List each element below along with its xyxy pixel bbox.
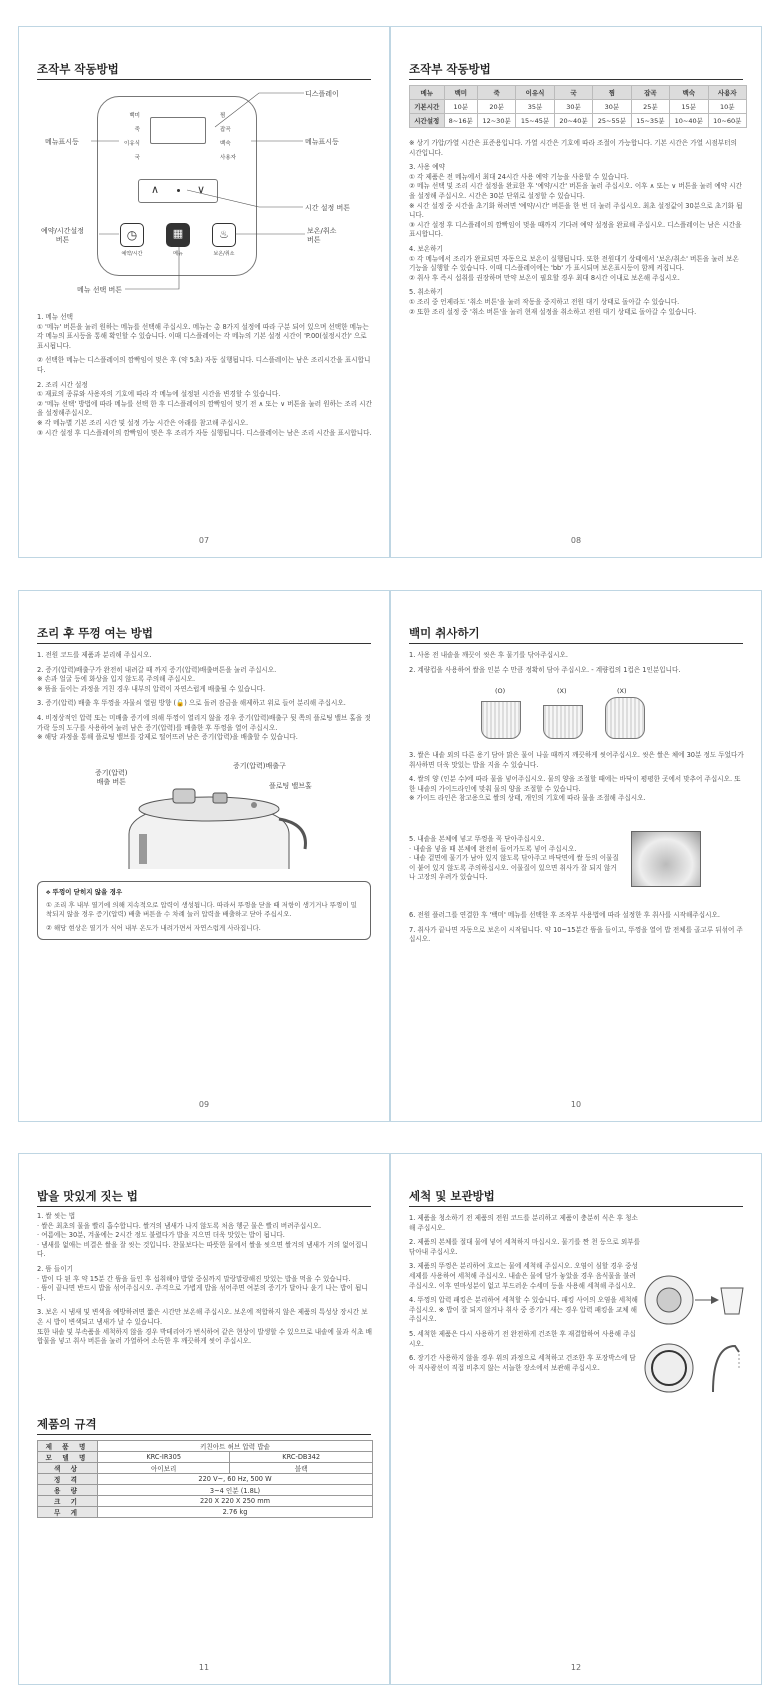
spec-label: 크 기: [38, 1496, 98, 1507]
text-line: 1. 제품을 청소하기 전 제품의 전원 코드를 분리하고 제품이 충분히 식은 후 청소해 주십시오.: [409, 1214, 638, 1232]
label-time-button: 시간 설정 버튼: [305, 204, 351, 212]
menu-label-3: 이유식: [124, 141, 140, 147]
table-cell: 25~55분: [593, 114, 631, 128]
body-text-1: [409, 651, 745, 675]
text-line: 4. 뚜껑의 압력 패킹은 분리하여 세척할 수 있습니다. 패킹 사이의 오염을 세척해 주십시오. ※ 밥이 잘 되지 않거나 취사 중 증기가 새는 경우 압력 패킹을 교체 해주십시오.: [409, 1296, 638, 1324]
text-line: 2. 계량컵을 사용하여 쌀을 인분 수 만큼 정확히 담아 주십시오. - 계량컵의 1컵은 1인분입니다.: [409, 665, 681, 674]
divider: [37, 1434, 371, 1435]
table-row: [410, 100, 747, 114]
mark-correct: (O): [495, 687, 506, 695]
text-line: 3. 증기(압력) 배출 후 뚜껑을 자물쇠 열림 방향 (🔓) 으로 돌려 잠금을 해제하고 위로 들어 분리해 주십시오.: [37, 699, 346, 708]
table-cell: 30분: [554, 100, 592, 114]
text-line: 3. 제품의 뚜껑은 분리하여 흐르는 물에 세척해 주십시오. 오염이 심할 경우 중성세제를 사용하여 세척해 주십시오. 내솥은 물에 담가 놓았을 경우 음식물을 불려주십시오. 이후 연마성분이 없고 부드러운 수세미 등을 사용해 세척해 주십시오.: [409, 1262, 638, 1290]
cooker-lid-illustration: [109, 779, 309, 869]
table-header-cell: 백숙: [670, 86, 708, 100]
body-text-3: [409, 835, 621, 883]
table-header-cell: 찜: [593, 86, 631, 100]
table-cell: 12~30분: [477, 114, 515, 128]
label-keep-button: 보온/취소 버튼: [307, 227, 337, 244]
text-line: 4. 비정상적인 압력 또는 미배출 증기에 의해 뚜껑이 열리지 않을 경우 증기(압력)배출구 뒷 쪽의 플로팅 밸브 홀을 젓가락 등의 도구를 사용하여 눌러 남은 증기(압력)를 배출한 후 뚜껑을 열어 주십시오.: [37, 713, 371, 732]
label-menu-button: 메뉴 선택 버튼: [77, 286, 123, 294]
text-line: ② '메뉴 선택' 방법에 따라 메뉴를 선택 한 후 디스플레이의 깜빡임이 멎기 전 ∧ 또는 ∨ 버튼을 눌러 원하는 조리 시간을 설정해주십시오.: [37, 399, 372, 418]
page-title: 밥을 맛있게 짓는 법: [37, 1189, 138, 1203]
text-line: 7. 취사가 끝나면 자동으로 보온이 시작됩니다. 약 10~15분간 뜸을 들이고, 뚜껑을 열어 밥 전체를 골고루 뒤섞어 주십시오.: [409, 925, 743, 944]
menu-button-label: 메뉴: [173, 251, 183, 257]
text-line: 2. 조리 시간 설정: [37, 380, 88, 389]
table-cell: 시간설정: [410, 114, 445, 128]
body-text: [37, 313, 373, 438]
text-line: 1. 전원 코드를 제품과 분리해 주십시오.: [37, 651, 152, 659]
page-11: [18, 1153, 390, 1685]
note-line-1: ① 조리 후 내부 열기에 의해 지속적으로 압력이 생성됩니다. 따라서 뚜껑을 닫을 때 저항이 생기거나 뚜껑이 밀착되지 않을 경우 증기(압력) 배출 버튼을 수 차례 눌러 압력을 배출하고 닫아 주십시오.: [46, 900, 357, 919]
table-cell: 10분: [444, 100, 477, 114]
text-line: 또한 내솥 및 부속품을 세척하지 않을 경우 박테리아가 번식하여 같은 현상이 발생할 수 있으므로 내솥에 물과 식초 배합물을 넣고 취사 버튼을 눌러 가열하여 소독한 후 깨끗하게 씻어 주십시오.: [37, 1327, 372, 1346]
divider: [37, 1206, 371, 1207]
spec-value: KRC-DB342: [230, 1452, 373, 1463]
keep-warm-button[interactable]: ♨: [212, 223, 236, 247]
text-line: ※ 뜸을 들이는 과정을 거친 경우 내부의 압력이 자연스럽게 배출될 수 있습니다.: [37, 684, 266, 693]
table-cell: 10~60분: [708, 114, 746, 128]
text-line: ① 재료의 종류와 사용자의 기호에 따라 각 메뉴에 설정된 시간을 변경할 수 있습니다.: [37, 390, 281, 399]
body-text: [409, 1214, 641, 1373]
cup-icon: [543, 705, 583, 739]
spec-value: 아이보리: [98, 1463, 230, 1474]
page-number: 10: [570, 1100, 582, 1109]
spec-value: 220 V~, 60 Hz, 500 W: [98, 1474, 373, 1485]
spec-row: [38, 1507, 373, 1518]
lid-wash-illustration: [639, 1272, 749, 1402]
label-floating-hole: 플로팅 밸브홀: [269, 782, 312, 790]
note-box: [37, 881, 371, 940]
page-title: 백미 취사하기: [409, 626, 480, 640]
text-line: ③ 시간 설정 후 디스플레이의 깜빡임이 멎을 때까지 기다려 예약 설정을 완료해 주십시오. 디스플레이는 남은 시간을 표시합니다.: [409, 220, 742, 239]
divider: [409, 643, 743, 644]
text-line: ② 취사 후 즉시 섭취를 권장하며 만약 보온이 필요할 경우 최대 8시간 이내로 보온해 주십시오.: [409, 273, 680, 282]
table-header-cell: 국: [554, 86, 592, 100]
menu-label-5: 찜: [220, 113, 226, 119]
text-line: ② 또한 조리 설정 중 '취소 버튼'을 눌러 현재 설정을 취소하고 전원 대기 상태로 돌아갈 수 있습니다.: [409, 307, 697, 316]
body-text-2: [409, 751, 745, 804]
text-line: ③ 시간 설정 후 디스플레이의 깜빡임이 멎은 후 조리가 자동 실행됩니다. 디스플레이는 남은 조리 시간을 표시합니다.: [37, 428, 372, 437]
table-cell: 기본시간: [410, 100, 445, 114]
table-cell: 25분: [631, 100, 669, 114]
text-line: 1. 사용 전 내솥을 깨끗이 씻은 후 물기를 닦아주십시오.: [409, 651, 568, 659]
text-line: · 쌀은 최초의 물을 빨리 흡수합니다. 쌀겨의 냄새가 나지 않도록 처음 헹군 물은 빨리 버려주십시오.: [37, 1221, 322, 1230]
table-cell: 20분: [477, 100, 515, 114]
label-steam-button: 증기(압력) 배출 버튼: [95, 769, 128, 786]
table-cell: 15분: [670, 100, 708, 114]
text-line: ① 각 메뉴에서 조리가 완료되면 자동으로 보온이 실행됩니다. 또한 전원대기 상태에서 '보온/취소' 버튼을 눌러 보온 기능을 실행할 수 있습니다. 이때 디스플레이에는 'bb' 가 표시되며 보온표시등이 함께 켜집니다.: [409, 254, 739, 273]
spec-label: 색 상: [38, 1463, 98, 1474]
leader-lines: [19, 27, 390, 307]
table-header-cell: 백미: [444, 86, 477, 100]
table-header-cell: 죽: [477, 86, 515, 100]
text-line: ① 각 제품은 전 메뉴에서 최대 24시간 사용 예약 기능을 사용할 수 있습니다.: [409, 172, 629, 181]
text-line: 6. 장기간 사용하지 않을 경우 위의 과정으로 세척하고 건조한 후 포장박스에 담아 직사광선이 직접 비추지 않는 서늘한 장소에서 보관해 주십시오.: [409, 1354, 636, 1372]
text-line: 4. 보온하기: [409, 244, 443, 253]
mark-wrong-1: (X): [557, 687, 567, 695]
text-line: 2. 뜸 들이기: [37, 1264, 73, 1273]
text-line: · 여름에는 30분, 겨울에는 2시간 정도 불렸다가 밥을 지으면 더욱 맛있는 밥이 됩니다.: [37, 1231, 285, 1240]
rice-cups: [481, 687, 661, 745]
menu-label-1: 백미: [129, 113, 140, 119]
table-cell: 15~45분: [516, 114, 554, 128]
text-line: ① '메뉴' 버튼을 눌러 원하는 메뉴를 선택해 주십시오. 메뉴는 총 8가지 설정에 따라 구분 되어 있으며 선택한 메뉴는 각 메뉴의 표시등을 통해 확인할 수 있습니다. 이때 디스플레이는 각 메뉴의 기본 설정 시간이 'P.00(설정시간)' 으로 표시됩니다.: [37, 322, 369, 350]
note-title: ⟡ 뚜껑이 닫히지 않을 경우: [46, 888, 123, 896]
spec-row: [38, 1463, 373, 1474]
spec-label: 모 델 명: [38, 1452, 98, 1463]
body-text: [37, 1212, 373, 1347]
table-header-cell: 잡곡: [631, 86, 669, 100]
spec-label: 무 게: [38, 1507, 98, 1518]
reserve-button[interactable]: ◷: [120, 223, 144, 247]
text-line: 3. 쌀은 내솥 외의 다른 용기 담아 맑은 물이 나올 때까지 깨끗하게 씻어주십시오. 씻은 쌀은 체에 30분 정도 두었다가 취사하면 더욱 맛있는 밥을 지을 수 있습니다.: [409, 751, 744, 769]
label-steam-outlet: 증기(압력)배출구: [233, 762, 286, 770]
page-07: [18, 26, 390, 558]
page-10: [390, 590, 762, 1122]
menu-label-7: 백숙: [220, 141, 231, 147]
spec-label: 정 격: [38, 1474, 98, 1485]
cup-icon: [605, 697, 645, 739]
text-line: ※ 상기 가압/가열 시간은 표준용입니다. 가열 시간은 기호에 따라 조절이 가능합니다. 기본 시간은 가열 시점부터의 시간입니다.: [409, 139, 737, 157]
text-line: · 냄새를 없애는 비결은 쌀을 잘 씻는 것입니다. 찬물보다는 따뜻한 물에서 쌀을 씻으면 쌀겨의 냄새가 거의 없어집니다.: [37, 1240, 368, 1259]
text-line: 2. 증기(압력)배출구가 완전히 내려갈 때 까지 증기(압력)배출버튼을 눌러 주십시오.: [37, 665, 277, 674]
page-title: 세척 및 보관방법: [409, 1189, 495, 1203]
table-row: [410, 114, 747, 128]
spec-value: 220 X 220 X 250 mm: [98, 1496, 373, 1507]
inner-pot-image: [631, 831, 701, 887]
spec-value: 키친아트 허브 압력 밥솥: [98, 1441, 373, 1452]
text-line: · 내솥 겉면에 물기가 남아 있지 않도록 닦아주고 바닥면에 쌀 등의 이물질이 붙어 있지 않도록 주의하십시오. 이물질이 있으면 취사가 잘 되지 않거나 고장의 우려가 있습니다.: [409, 854, 619, 882]
menu-label-6: 잡곡: [220, 127, 231, 133]
cup-icon: [481, 701, 521, 739]
spec-label: 용 량: [38, 1485, 98, 1496]
table-header-cell: 메뉴: [410, 86, 445, 100]
keep-button-label: 보온/취소: [213, 251, 235, 257]
table-cell: 10~40분: [670, 114, 708, 128]
table-cell: 30분: [593, 100, 631, 114]
text-line: ※ 손과 얼굴 등에 화상을 입지 않도록 주의해 주십시오.: [37, 675, 196, 684]
spec-row: [38, 1441, 373, 1452]
menu-label-8: 사용자: [220, 155, 236, 161]
up-arrow-icon[interactable]: ∧: [151, 183, 160, 196]
divider: [409, 1206, 743, 1207]
table-cell: 8~16분: [444, 114, 477, 128]
page-09: [18, 590, 390, 1122]
label-display: 디스플레이: [305, 90, 339, 98]
text-line: 6. 전원 플러그를 연결한 후 '백미' 메뉴를 선택한 후 조작부 사용법에 따라 설정한 후 취사를 시작해주십시오.: [409, 911, 720, 919]
spec-title: 제품의 규격: [37, 1417, 97, 1431]
page-title: 조작부 작동방법: [409, 62, 491, 76]
body-text-4: [409, 911, 745, 945]
text-line: ① 조리 중 언제라도 '취소 버튼'을 눌러 작동을 중지하고 전원 대기 상태로 돌아갈 수 있습니다.: [409, 297, 680, 306]
spec-value: 블랙: [230, 1463, 373, 1474]
text-line: ※ 시간 설정 중 시간을 초기화 하려면 '예약/시간' 버튼을 한 번 더 눌러 주십시오. 최초 설정값이 30분으로 초기화 됩니다.: [409, 201, 743, 220]
note-line-2: ② 해당 현상은 열기가 식어 내부 온도가 내려가면서 자연스럽게 사라집니다.: [46, 923, 261, 932]
spec-value: KRC-IR305: [98, 1452, 230, 1463]
label-menu-indicator-left: 메뉴표시등: [45, 138, 79, 146]
spec-row: [38, 1485, 373, 1496]
page-number: 11: [198, 1663, 210, 1672]
spec-row: [38, 1496, 373, 1507]
page-number: 09: [198, 1100, 210, 1109]
spec-value: 3~4 인분 (1.8L): [98, 1485, 373, 1496]
mark-wrong-2: (X): [617, 687, 627, 695]
page-number: 12: [570, 1663, 582, 1672]
page-number: 08: [570, 536, 582, 545]
label-reserve-button: 예약/시간설정 버튼: [41, 227, 84, 244]
text-line: · 뜸이 끝나면 반드시 밥을 섞어주십시오. 주걱으로 가볍게 밥을 섞어주면 여분의 증기가 달아나 윤기 나는 밥이 됩니다.: [37, 1284, 368, 1302]
table-cell: 10분: [708, 100, 746, 114]
label-menu-indicator-right: 메뉴표시등: [305, 138, 339, 146]
table-cell: 35분: [516, 100, 554, 114]
text-line: 3. 사용 예약: [409, 163, 445, 172]
text-line: 4. 쌀의 양 (인분 수)에 따라 물을 넣어주십시오. 물의 양을 조절할 때에는 바닥이 평평한 곳에서 맞추어 주십시오. 또한 내솥의 가이드라인에 맞춰 물의 양을 조절할 수 있습니다.: [409, 775, 741, 793]
text-line: ② 메뉴 선택 및 조리 시간 설정을 완료한 후 '예약/시간' 버튼을 눌러 주십시오. 이후 ∧ 또는 ∨ 버튼을 눌러 예약 시간을 설정해 주십시오. 시간은 30분 단위로 설정할 수 있습니다.: [409, 182, 742, 200]
page-12: [390, 1153, 762, 1685]
text-line: 3. 보온 시 냄새 및 변색을 예방하려면 짧은 시간만 보온해 주십시오. 보온에 적합하지 않은 제품의 특성상 장시간 보온 시 밥이 변색되고 냄새가 날 수 있습니다.: [37, 1308, 368, 1326]
text-line: ※ 해당 과정을 통해 플로팅 밸브를 강제로 떨어뜨려 남은 증기(압력)을 배출할 수 있습니다.: [37, 733, 298, 742]
text-line: 1. 쌀 씻는 법: [37, 1212, 76, 1220]
text-line: ※ 각 메뉴별 기본 조리 시간 및 설정 가능 시간은 아래를 참고해 주십시오.: [37, 418, 249, 427]
cooking-time-table: [409, 85, 747, 128]
text-line: ※ 가이드 라인은 참고용으로 쌀의 상태, 개인의 기호에 따라 물을 조절해 주십시오.: [409, 794, 646, 803]
text-line: 5. 내솥을 본체에 넣고 뚜껑을 꼭 닫아주십시오.: [409, 835, 545, 843]
body-text: [37, 651, 373, 743]
reserve-button-label: 예약/시간: [121, 251, 143, 257]
spec-table: [37, 1440, 373, 1518]
body-text: [409, 139, 745, 317]
table-header-cell: 사용자: [708, 86, 746, 100]
menu-label-2: 죽: [134, 127, 140, 133]
page-title: 조작부 작동방법: [37, 62, 119, 76]
text-line: · 밥이 다 된 후 약 15분 간 뜸을 들인 후 섭취해야 밥알 중심까지 말랑말랑해진 맛있는 밥을 먹을 수 있습니다.: [37, 1274, 351, 1283]
text-line: 5. 취소하기: [409, 288, 443, 297]
down-arrow-icon[interactable]: ∨: [196, 183, 205, 196]
spec-row: [38, 1474, 373, 1485]
table-cell: 15~35분: [631, 114, 669, 128]
table-header-cell: 이유식: [516, 86, 554, 100]
menu-button[interactable]: ▦: [166, 223, 190, 247]
divider: [409, 79, 743, 80]
text-line: 2. 제품의 본체를 절대 물에 넣어 세척하지 마십시오. 물기를 짠 천 등으로 외부를 닦아내 주십시오.: [409, 1238, 640, 1256]
text-line: ② 선택한 메뉴는 디스플레이의 깜빡임이 멎은 후 (약 5초) 자동 실행됩니다. 디스플레이는 남은 조리시간을 표시합니다.: [37, 356, 371, 374]
divider: [37, 643, 371, 644]
text-line: 1. 메뉴 선택: [37, 313, 73, 321]
page-number: 07: [198, 536, 210, 545]
menu-label-4: 국: [134, 155, 140, 161]
text-line: · 내솥을 넣을 때 본체에 완전히 들어가도록 넣어 주십시오.: [409, 844, 577, 853]
spec-row: [38, 1452, 373, 1463]
spec-value: 2.76 kg: [98, 1507, 373, 1518]
page-08: [390, 26, 762, 558]
table-cell: 20~40분: [554, 114, 592, 128]
spec-label: 제 품 명: [38, 1441, 98, 1452]
page-title: 조리 후 뚜껑 여는 방법: [37, 626, 153, 640]
text-line: 5. 세척한 제품은 다시 사용하기 전 완전하게 건조한 후 재결합하여 사용해 주십시오.: [409, 1329, 636, 1348]
